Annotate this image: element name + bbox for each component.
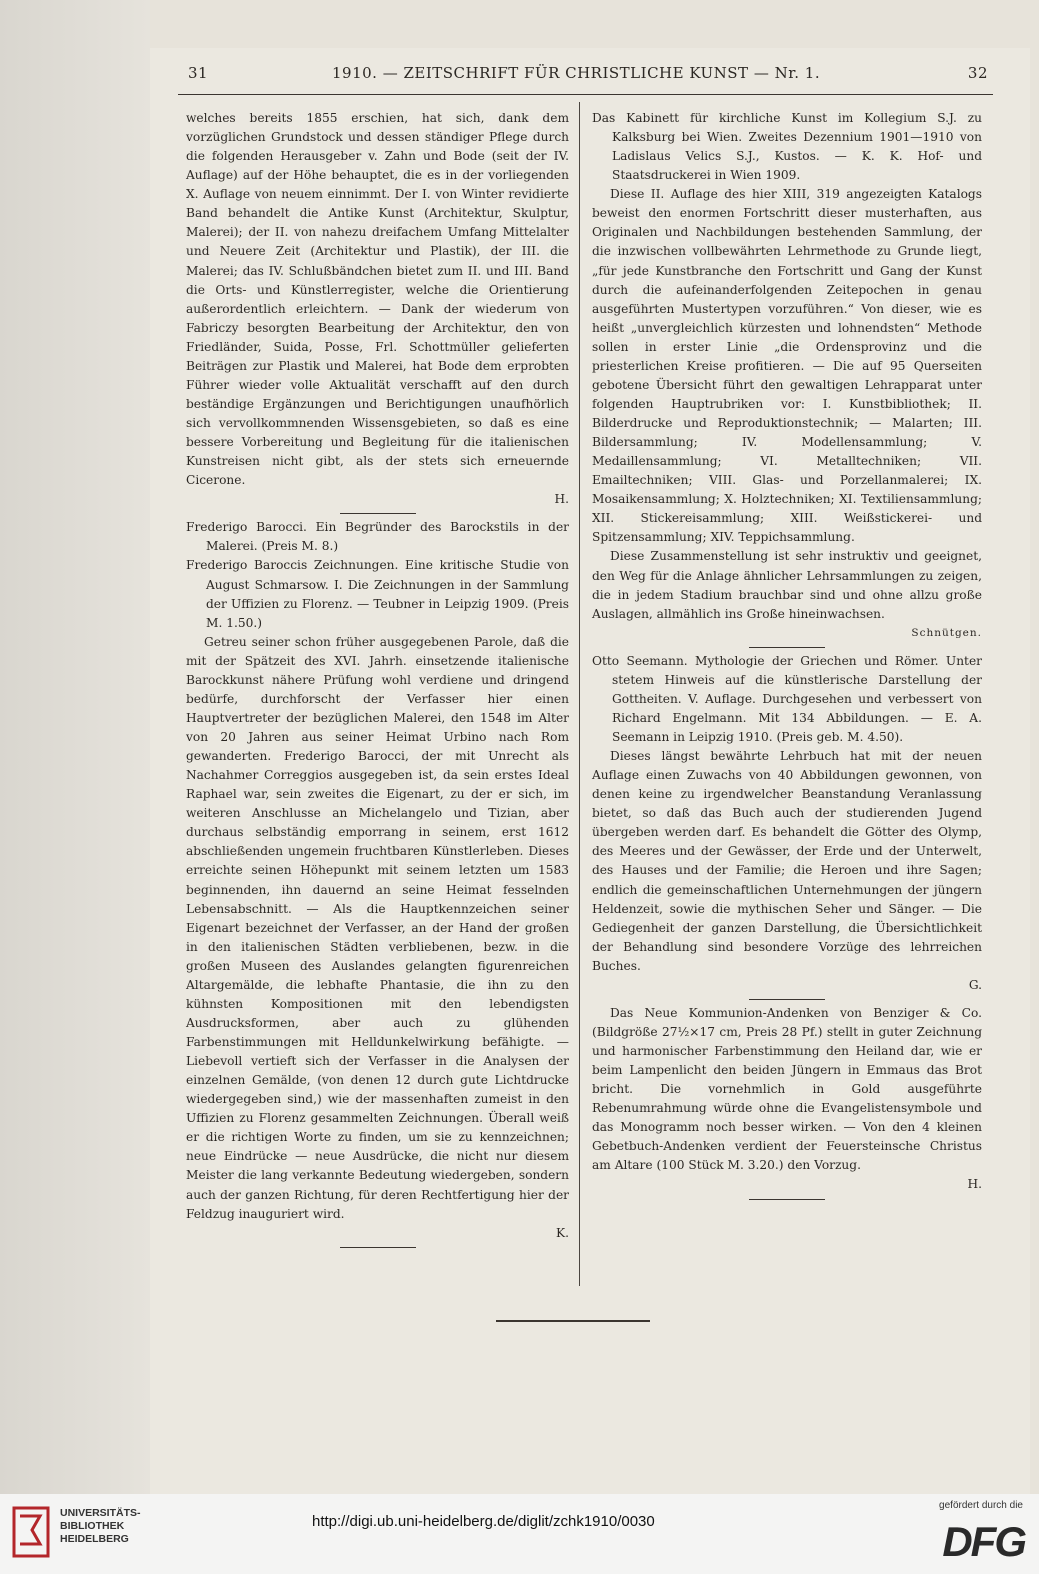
- separator-rule: [749, 1199, 825, 1200]
- page-number-left: 31: [188, 64, 209, 82]
- end-rule: [496, 1320, 650, 1322]
- separator-rule: [340, 513, 416, 514]
- header-rule: [178, 94, 993, 95]
- review-title: Das Kabinett für kirchliche Kunst im Kollegium S.J. zu Kalksburg bei Wien. Zweites Dezennium 1901—1910 von Ladislaus Velics S.J., Kustos. — K. K. Hof- und Staatsdruckerei in Wien 1909.: [592, 111, 982, 183]
- page-edge-shadow: [0, 0, 150, 1494]
- left-column: [186, 109, 569, 1252]
- paragraph: Diese II. Auflage des hier XIII, 319 angezeigten Katalogs beweist den enormen Fortschritt dieser musterhaften, aus Originalen und Nachbildungen bestehenden Sammlung, der die inzwischen vollbewährten Lehrmethode zu Grunde liegt, „für jede Kunstbranche den Fortschritt und Gang der Kunst durch die aufeinanderfolgenden Zeitepochen in genau ausgeführten Mustertypen vorzuführen.“ Von dieser, wie es heißt „unvergleichlich kürzesten und lohnendsten“ Methode sollen in erster Linie „die Ordensprovinz und die priesterlichen Kreise profitieren. — Die auf 95 Querseiten gebotene Übersicht führt den gewaltigen Lehrapparat unter folgenden Hauptrubriken vor: I. Kunstbibliothek; II. Bilderdrucke und Reproduktionstechnik; — Malarten; III. Bildersammlung; IV. Modellensammlung; V. Medaillensammlung; VI. Metalltechniken; VII. Emailtechniken; VIII. Glas- und Porzellanmalerei; IX. Mosaikensammlung; X. Holztechniken; XI. Textiliensammlung; XII. Stickereisammlung; XIII. Weißstickerei- und Spitzensammlung; XIV. Teppichsammlung.: [592, 187, 982, 545]
- funding-note: gefördert durch die: [939, 1500, 1023, 1511]
- right-column: [592, 109, 982, 1204]
- journal-title: 1910. — ZEITSCHRIFT FÜR CHRISTLICHE KUNST — Nr. 1.: [332, 64, 821, 82]
- separator-rule: [340, 1247, 416, 1248]
- paragraph: welches bereits 1855 erschien, hat sich, dank dem vorzüglichen Grundstock und dessen ständiger Pflege durch die folgenden Herausgeber v. Zahn und Bode (seit der IV. Auflage) auf der Höhe behauptet, die es in der vorliegenden X. Auflage von neuem einnimmt. Der I. von Winter revidierte Band behandelt die Antike Kunst (Architektur, Skulptur, Malerei); der II. von nahezu dreifachem Umfang Mittelalter und Neuere Zeit (Architektur und Plastik), der III. die Malerei; das IV. Schlußbändchen bietet zum II. und III. Band die Orts- und Künstlerregister, welche die Orientierung außerordentlich erleichtern. — Dank der wiederum von Fabriczy besorgten Bearbeitung der Architektur, den von Friedländer, Suida, Posse, Frl. Schottmüller gelieferten Beiträgen zur Plastik und Malerei, hat Bode dem erprobten Führer wieder volle Aktualität verschafft auf den durch beständige Ergänzungen und Berichtigungen unaufhörlich sich vervollkommnenden Wissensgebieten, so daß es eine bessere Vorbereitung und Begleitung für die italienischen Kunstreisen nicht gibt, als der stets sich erneuernde Cicerone.: [186, 111, 569, 488]
- university-name[interactable]: UNIVERSITÄTS- BIBLIOTHEK HEIDELBERG: [60, 1507, 141, 1545]
- review-title: Otto Seemann. Mythologie der Griechen und Römer. Unter stetem Hinweis auf die künstlerische Darstellung der Gottheiten. V. Auflage. Durchgesehen und verbessert von Richard Engelmann. Mit 134 Abbildungen. — E. A. Seemann in Leipzig 1910. (Preis geb. M. 4.50).: [592, 653, 982, 744]
- paragraph: Das Neue Kommunion-Andenken von Benziger & Co. (Bildgröße 27½×17 cm, Preis 28 Pf.) stellt in guter Zeichnung und harmonischer Farbenstimmung den Heiland dar, wie er beim Lampenlicht den beiden Jüngern in Emmaus das Brot bricht. Die vornehmlich in Gold ausgeführte Rebenumrahmung würde ohne die Evangelistensymbole und das Monogramm noch besser wirken. — Von den 4 kleinen Gebetbuch-Andenken verdient der Feuersteinsche Christus am Altare (100 Stück M. 3.20.) den Vorzug.: [592, 1005, 982, 1173]
- signature: K.: [556, 1225, 569, 1240]
- review-title: Frederigo Baroccis Zeichnungen. Eine kritische Studie von August Schmarsow. I. Die Zeichnungen in der Sammlung der Uffizien zu Florenz. — Teubner in Leipzig 1909. (Preis M. 1.50.): [186, 558, 569, 630]
- signature: H.: [554, 492, 569, 507]
- review-title: Frederigo Barocci. Ein Begründer des Barockstils in der Malerei. (Preis M. 8.): [186, 520, 569, 554]
- running-header: [188, 64, 988, 86]
- separator-rule: [749, 647, 825, 648]
- signature: Schnütgen.: [911, 626, 982, 639]
- signature: H.: [967, 1177, 982, 1192]
- paragraph: Dieses längst bewährte Lehrbuch hat mit der neuen Auflage einen Zuwachs von 40 Abbildungen gewonnen, von denen keine zu irgendwelcher Beanstandung Veranlassung bietet, so daß das Buch auch der studierenden Jugend übergeben werden darf. Es behandelt die Götter des Olymp, des Meeres und der Gewässer, der Erde und der Unterwelt, des Hauses und der Familie; die Heroen und ihre Sagen; endlich die gemeinschaftlichen Unternehmungen der jüngern Heldenzeit, sowie die mythischen Seher und Sänger. — Die Gediegenheit der ganzen Darstellung, die Übersichtlichkeit der Behandlung sind besondere Vorzüge des lehrreichen Buches.: [592, 749, 982, 973]
- separator-rule: [749, 999, 825, 1000]
- dfg-logo[interactable]: DFG: [942, 1518, 1025, 1565]
- university-logo-icon[interactable]: [10, 1500, 52, 1564]
- paragraph: Getreu seiner schon früher ausgegebenen Parole, daß die mit der Spätzeit des XVI. Jahrh. einsetzende italienische Barockkunst nähere Prüfung wohl verdiene und dringend bedürfe, durchforscht der Verfasser hier einen Hauptvertreter der bezüglichen Malerei, den 1548 im Alter von 20 Jahren aus seiner Heimat Urbino nach Rom gewanderten. Frederigo Barocci, der mit Unrecht als Nachahmer Correggios ausgegeben ist, da sein erstes Ideal Raphael war, sein zweites die Eigenart, zu der er sich, im weiteren Anschlusse an Michelangelo und Tizian, aber durchaus selbständig emporrang in seinem, erst 1612 abschließenden ungemein fruchtbaren Künstlerleben. Dieses erreichte seinen Höhepunkt mit seinem letzten um 1583 beginnenden, ihn dauernd an seine Heimat fesselnden Lebensabschnitt. — Als die Hauptkennzeichen seiner Eigenart bezeichnet der Verfasser, an der Hand der großen in den italienischen Städten verbliebenen, bezw. in die großen Museen des Auslandes gelangten figurenreichen Altargemälde, die lebhafte Phantasie, die ihn zu den kühnsten Kompositionen mit den lebendigsten Ausdrucksformen, aber auch zu glühenden Farbenstimmungen mit Helldunkelwirkung befähigte. — Liebevoll vertieft sich der Verfasser in die Analysen der einzelnen Gemälde, (von denen 12 durch gute Lichtdrucke wiedergegeben sind,) wie der massenhaften zumeist in den Uffizien zu Florenz gesammelten Zeichnungen. Überall weiß er die richtigen Worte zu finden, um sie zu kennzeichnen; neue Eindrücke — neue Ausdrücke, die nicht nur diesem Meister die lang verkannte Bedeutung wiedergeben, sondern auch der ganzen Richtung, für deren Rechtfertigung hier der Feldzug inauguriert wird.: [186, 634, 569, 1221]
- permalink[interactable]: http://digi.ub.uni-heidelberg.de/diglit/zchk1910/0030: [312, 1513, 655, 1530]
- page-number-right: 32: [967, 64, 988, 82]
- paragraph: Diese Zusammenstellung ist sehr instruktiv und geeignet, den Weg für die Anlage ähnlicher Lehrsammlungen zu zeigen, die in jedem Stadium brauchbar sind und ohne allzu große Auslagen, allmählich ins Große hineinwachsen.: [592, 549, 982, 621]
- column-divider: [579, 102, 580, 1286]
- signature: G.: [968, 977, 982, 992]
- viewer-footer: [0, 1494, 1039, 1574]
